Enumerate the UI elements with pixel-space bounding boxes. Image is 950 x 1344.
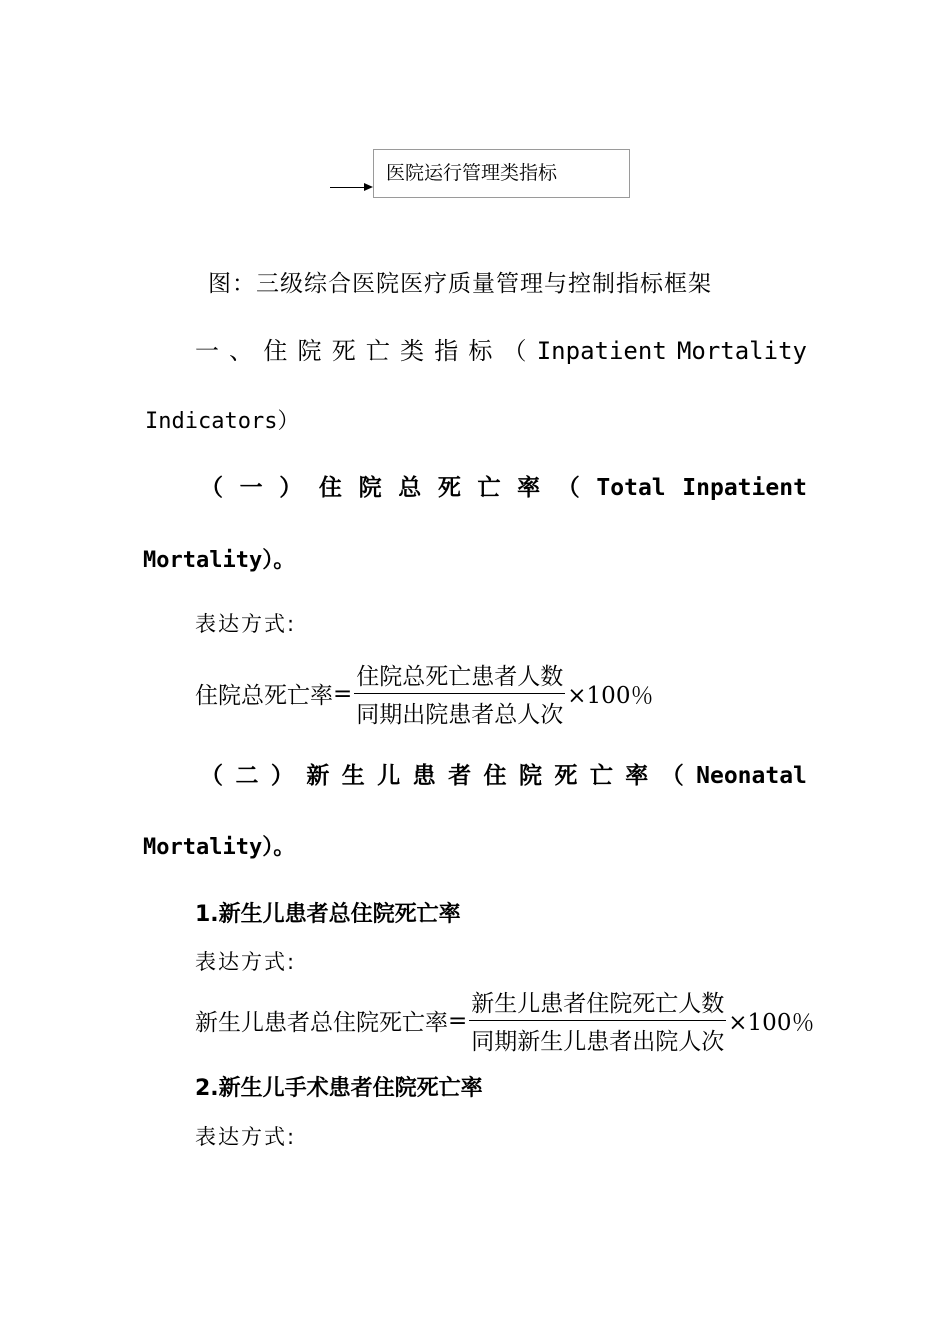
subsection-heading-total-mortality bbox=[200, 469, 807, 502]
heading-token: （ bbox=[556, 475, 580, 501]
formula-lhs: 新生儿患者总住院死亡率 bbox=[195, 1010, 448, 1036]
formula-multiplier: ×100％ bbox=[728, 1010, 815, 1036]
formula-equals: = bbox=[333, 680, 353, 707]
heading-token: 者 bbox=[448, 763, 472, 789]
heading-token: Inpatient bbox=[536, 337, 667, 365]
heading-token: 亡 bbox=[365, 337, 390, 365]
heading-token: 生 bbox=[341, 763, 365, 789]
heading-token: 住 bbox=[483, 763, 507, 789]
heading-token: ） bbox=[279, 475, 303, 501]
heading-token: 指 bbox=[434, 337, 459, 365]
formula-denominator: 同期新生儿患者出院人次 bbox=[471, 1029, 725, 1055]
heading-token: 二 bbox=[235, 763, 259, 789]
diagram-box-label: 医院运行管理类指标 bbox=[386, 162, 558, 184]
heading-token: （ bbox=[200, 475, 223, 501]
formula-fraction bbox=[354, 658, 565, 729]
formula-numerator: 住院总死亡患者人数 bbox=[354, 658, 565, 694]
formula-numerator: 新生儿患者住院死亡人数 bbox=[469, 985, 726, 1021]
expression-label: 表达方式: bbox=[195, 950, 297, 974]
heading-token: （ bbox=[200, 763, 223, 789]
arrow-head-icon bbox=[364, 183, 373, 191]
expression-label: 表达方式: bbox=[195, 612, 297, 636]
diagram-box bbox=[373, 149, 630, 198]
heading-token: 死 bbox=[437, 475, 461, 501]
sub-item-title: 1.新生儿患者总住院死亡率 bbox=[195, 902, 461, 927]
heading-token: 儿 bbox=[377, 763, 401, 789]
heading-token: ） bbox=[270, 763, 294, 789]
heading-token: 标 bbox=[468, 337, 493, 365]
section-heading-continuation: Indicators） bbox=[145, 409, 300, 434]
subsection-heading-continuation: Mortality）。 bbox=[143, 835, 296, 860]
heading-token: 、 bbox=[229, 337, 254, 365]
heading-token: Mortality bbox=[676, 337, 807, 365]
heading-token: 住 bbox=[263, 337, 288, 365]
heading-token: Total bbox=[596, 475, 666, 501]
formula-neonatal-total-mortality bbox=[195, 985, 814, 1056]
heading-token: 院 bbox=[518, 763, 542, 789]
heading-token: 总 bbox=[398, 475, 422, 501]
heading-token: （ bbox=[502, 337, 527, 365]
connector-arrow-line bbox=[330, 187, 366, 188]
formula-equals: = bbox=[448, 1007, 468, 1034]
heading-token: 院 bbox=[358, 475, 382, 501]
formula-fraction bbox=[469, 985, 726, 1056]
heading-token: 新 bbox=[306, 763, 330, 789]
sub-item-title: 2.新生儿手术患者住院死亡率 bbox=[195, 1076, 483, 1101]
heading-token: 院 bbox=[297, 337, 322, 365]
heading-token: （ bbox=[660, 763, 684, 789]
subsection-heading-continuation: Mortality）。 bbox=[143, 548, 296, 573]
heading-token: 一 bbox=[239, 475, 263, 501]
expression-label: 表达方式: bbox=[195, 1125, 297, 1149]
heading-token: 率 bbox=[625, 763, 649, 789]
figure-caption: 图：三级综合医院医疗质量管理与控制指标框架 bbox=[208, 271, 712, 297]
heading-token: 死 bbox=[554, 763, 578, 789]
heading-token: Neonatal bbox=[696, 763, 807, 789]
heading-token: 率 bbox=[517, 475, 541, 501]
section-heading bbox=[195, 331, 807, 366]
formula-multiplier: ×100％ bbox=[567, 683, 654, 709]
heading-token: 患 bbox=[412, 763, 436, 789]
heading-token: 亡 bbox=[477, 475, 501, 501]
heading-token: 死 bbox=[331, 337, 356, 365]
heading-token: Inpatient bbox=[682, 475, 807, 501]
heading-token: 住 bbox=[318, 475, 342, 501]
formula-lhs: 住院总死亡率 bbox=[195, 683, 333, 709]
subsection-heading-neonatal-mortality bbox=[200, 757, 807, 790]
formula-denominator: 同期出院患者总人次 bbox=[356, 702, 564, 728]
heading-token: 亡 bbox=[589, 763, 613, 789]
heading-token: 类 bbox=[400, 337, 425, 365]
heading-token: 一 bbox=[195, 337, 219, 365]
formula-total-mortality bbox=[195, 658, 653, 729]
